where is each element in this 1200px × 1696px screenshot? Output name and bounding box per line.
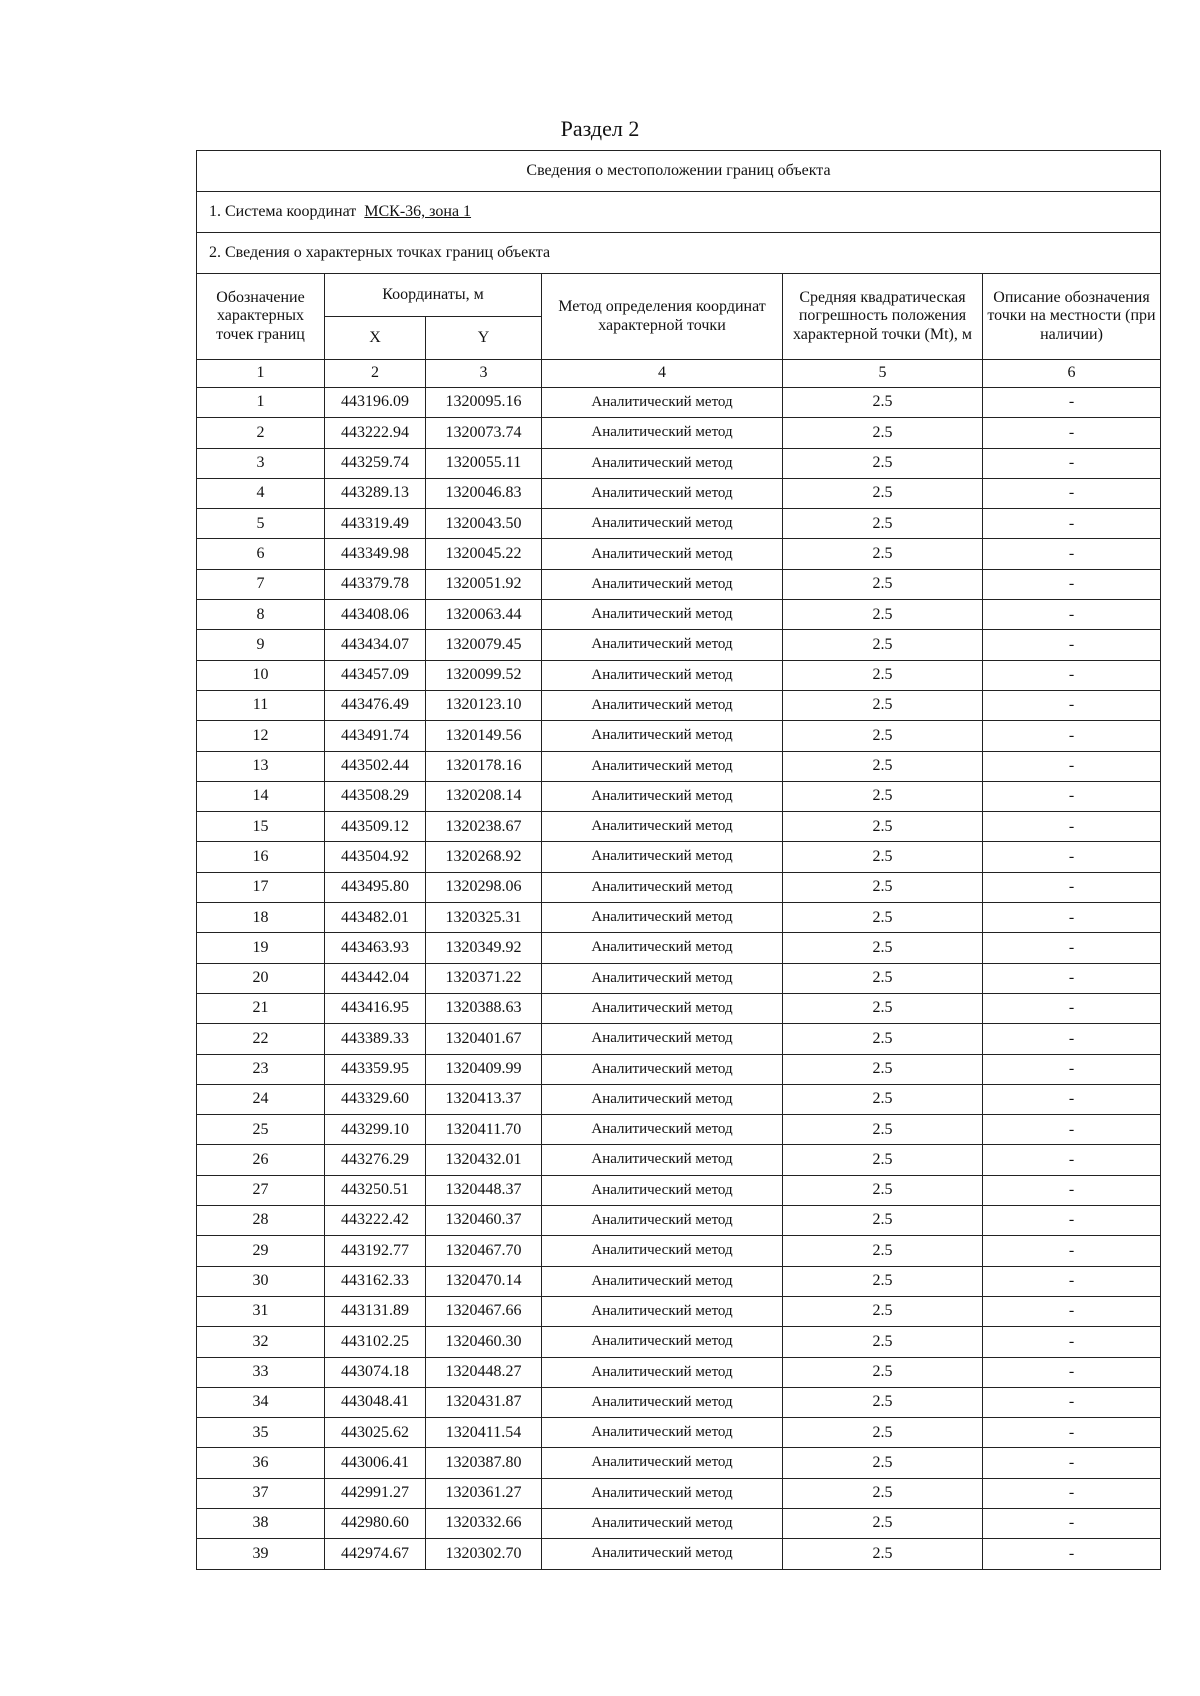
column-number: 4 bbox=[542, 360, 783, 388]
method-cell: Аналитический метод bbox=[542, 872, 783, 902]
error-cell: 2.5 bbox=[783, 721, 983, 751]
point-number-cell: 13 bbox=[197, 751, 325, 781]
description-cell: - bbox=[983, 690, 1161, 720]
x-coordinate-cell: 443162.33 bbox=[325, 1266, 426, 1296]
y-coordinate-cell: 1320411.70 bbox=[426, 1115, 542, 1145]
description-cell: - bbox=[983, 903, 1161, 933]
method-cell: Аналитический метод bbox=[542, 903, 783, 933]
error-cell: 2.5 bbox=[783, 418, 983, 448]
table-row bbox=[197, 1266, 1161, 1296]
y-coordinate-cell: 1320268.92 bbox=[426, 842, 542, 872]
error-cell: 2.5 bbox=[783, 1448, 983, 1478]
point-number-cell: 7 bbox=[197, 569, 325, 599]
point-number-cell: 1 bbox=[197, 388, 325, 418]
method-cell: Аналитический метод bbox=[542, 1024, 783, 1054]
description-cell: - bbox=[983, 1236, 1161, 1266]
point-number-cell: 34 bbox=[197, 1387, 325, 1417]
description-cell: - bbox=[983, 660, 1161, 690]
description-cell: - bbox=[983, 1539, 1161, 1569]
table-row bbox=[197, 569, 1161, 599]
x-coordinate-cell: 443416.95 bbox=[325, 993, 426, 1023]
x-coordinate-cell: 443289.13 bbox=[325, 478, 426, 508]
x-coordinate-cell: 443299.10 bbox=[325, 1115, 426, 1145]
method-cell: Аналитический метод bbox=[542, 690, 783, 720]
error-cell: 2.5 bbox=[783, 630, 983, 660]
point-number-cell: 15 bbox=[197, 812, 325, 842]
table-title: Сведения о местоположении границ объекта bbox=[197, 151, 1161, 192]
x-coordinate-cell: 443504.92 bbox=[325, 842, 426, 872]
error-cell: 2.5 bbox=[783, 812, 983, 842]
error-cell: 2.5 bbox=[783, 1539, 983, 1569]
table-row bbox=[197, 1145, 1161, 1175]
point-number-cell: 22 bbox=[197, 1024, 325, 1054]
method-cell: Аналитический метод bbox=[542, 1296, 783, 1326]
section-title: Раздел 2 bbox=[560, 116, 640, 141]
table-row bbox=[197, 388, 1161, 418]
method-cell: Аналитический метод bbox=[542, 418, 783, 448]
y-coordinate-cell: 1320460.37 bbox=[426, 1206, 542, 1236]
y-coordinate-cell: 1320432.01 bbox=[426, 1145, 542, 1175]
error-cell: 2.5 bbox=[783, 872, 983, 902]
table-row bbox=[197, 509, 1161, 539]
y-coordinate-cell: 1320123.10 bbox=[426, 690, 542, 720]
description-cell: - bbox=[983, 1327, 1161, 1357]
method-cell: Аналитический метод bbox=[542, 509, 783, 539]
description-cell: - bbox=[983, 933, 1161, 963]
y-coordinate-cell: 1320470.14 bbox=[426, 1266, 542, 1296]
point-number-cell: 21 bbox=[197, 993, 325, 1023]
point-number-cell: 24 bbox=[197, 1084, 325, 1114]
error-cell: 2.5 bbox=[783, 993, 983, 1023]
y-coordinate-cell: 1320079.45 bbox=[426, 630, 542, 660]
table-row bbox=[197, 993, 1161, 1023]
x-coordinate-cell: 442974.67 bbox=[325, 1539, 426, 1569]
y-coordinate-cell: 1320431.87 bbox=[426, 1387, 542, 1417]
description-cell: - bbox=[983, 539, 1161, 569]
description-cell: - bbox=[983, 630, 1161, 660]
table-row bbox=[197, 933, 1161, 963]
y-coordinate-cell: 1320332.66 bbox=[426, 1508, 542, 1538]
error-cell: 2.5 bbox=[783, 1084, 983, 1114]
coordinate-system-row bbox=[197, 192, 1161, 233]
error-cell: 2.5 bbox=[783, 1387, 983, 1417]
table-row bbox=[197, 872, 1161, 902]
method-cell: Аналитический метод bbox=[542, 660, 783, 690]
description-cell: - bbox=[983, 1084, 1161, 1114]
y-coordinate-cell: 1320099.52 bbox=[426, 660, 542, 690]
table-row bbox=[197, 1206, 1161, 1236]
y-coordinate-cell: 1320467.66 bbox=[426, 1296, 542, 1326]
error-cell: 2.5 bbox=[783, 448, 983, 478]
coordinate-system-label: 1. Система координат bbox=[209, 202, 357, 220]
method-cell: Аналитический метод bbox=[542, 1054, 783, 1084]
description-cell: - bbox=[983, 1296, 1161, 1326]
error-cell: 2.5 bbox=[783, 933, 983, 963]
y-coordinate-cell: 1320448.27 bbox=[426, 1357, 542, 1387]
column-number: 3 bbox=[426, 360, 542, 388]
method-cell: Аналитический метод bbox=[542, 1084, 783, 1114]
point-number-cell: 17 bbox=[197, 872, 325, 902]
header-designation: Обозначение характерных точек границ bbox=[197, 274, 325, 360]
y-coordinate-cell: 1320302.70 bbox=[426, 1539, 542, 1569]
x-coordinate-cell: 443508.29 bbox=[325, 781, 426, 811]
point-number-cell: 10 bbox=[197, 660, 325, 690]
coordinate-system-value: МСК-36, зона 1 bbox=[364, 202, 472, 220]
description-cell: - bbox=[983, 1145, 1161, 1175]
y-coordinate-cell: 1320411.54 bbox=[426, 1418, 542, 1448]
point-number-cell: 6 bbox=[197, 539, 325, 569]
method-cell: Аналитический метод bbox=[542, 569, 783, 599]
description-cell: - bbox=[983, 781, 1161, 811]
table-row bbox=[197, 1054, 1161, 1084]
description-cell: - bbox=[983, 993, 1161, 1023]
point-number-cell: 9 bbox=[197, 630, 325, 660]
x-coordinate-cell: 443359.95 bbox=[325, 1054, 426, 1084]
description-cell: - bbox=[983, 751, 1161, 781]
point-number-cell: 3 bbox=[197, 448, 325, 478]
x-coordinate-cell: 443349.98 bbox=[325, 539, 426, 569]
method-cell: Аналитический метод bbox=[542, 751, 783, 781]
point-number-cell: 18 bbox=[197, 903, 325, 933]
method-cell: Аналитический метод bbox=[542, 963, 783, 993]
header-error: Средняя квадратическая погрешность положения характерной точки (Mt), м bbox=[783, 274, 983, 360]
table-row bbox=[197, 660, 1161, 690]
method-cell: Аналитический метод bbox=[542, 1448, 783, 1478]
point-number-cell: 25 bbox=[197, 1115, 325, 1145]
error-cell: 2.5 bbox=[783, 1175, 983, 1205]
error-cell: 2.5 bbox=[783, 660, 983, 690]
table-row bbox=[197, 1387, 1161, 1417]
table-row bbox=[197, 1357, 1161, 1387]
method-cell: Аналитический метод bbox=[542, 1327, 783, 1357]
column-number: 5 bbox=[783, 360, 983, 388]
x-coordinate-cell: 443276.29 bbox=[325, 1145, 426, 1175]
y-coordinate-cell: 1320467.70 bbox=[426, 1236, 542, 1266]
table-row bbox=[197, 418, 1161, 448]
points-section-title: 2. Сведения о характерных точках границ объекта bbox=[197, 233, 1161, 274]
error-cell: 2.5 bbox=[783, 1024, 983, 1054]
header-description: Описание обозначения точки на местности (при наличии) bbox=[983, 274, 1161, 360]
x-coordinate-cell: 443074.18 bbox=[325, 1357, 426, 1387]
method-cell: Аналитический метод bbox=[542, 478, 783, 508]
y-coordinate-cell: 1320371.22 bbox=[426, 963, 542, 993]
description-cell: - bbox=[983, 1054, 1161, 1084]
table-row bbox=[197, 1539, 1161, 1569]
description-cell: - bbox=[983, 509, 1161, 539]
description-cell: - bbox=[983, 1478, 1161, 1508]
description-cell: - bbox=[983, 812, 1161, 842]
point-number-cell: 4 bbox=[197, 478, 325, 508]
x-coordinate-cell: 443491.74 bbox=[325, 721, 426, 751]
table-row bbox=[197, 1327, 1161, 1357]
x-coordinate-cell: 443329.60 bbox=[325, 1084, 426, 1114]
description-cell: - bbox=[983, 418, 1161, 448]
method-cell: Аналитический метод bbox=[542, 721, 783, 751]
error-cell: 2.5 bbox=[783, 388, 983, 418]
point-number-cell: 5 bbox=[197, 509, 325, 539]
table-row bbox=[197, 1296, 1161, 1326]
error-cell: 2.5 bbox=[783, 1266, 983, 1296]
x-coordinate-cell: 443196.09 bbox=[325, 388, 426, 418]
x-coordinate-cell: 443434.07 bbox=[325, 630, 426, 660]
error-cell: 2.5 bbox=[783, 600, 983, 630]
point-number-cell: 19 bbox=[197, 933, 325, 963]
error-cell: 2.5 bbox=[783, 781, 983, 811]
method-cell: Аналитический метод bbox=[542, 1145, 783, 1175]
x-coordinate-cell: 443102.25 bbox=[325, 1327, 426, 1357]
method-cell: Аналитический метод bbox=[542, 933, 783, 963]
x-coordinate-cell: 443222.42 bbox=[325, 1206, 426, 1236]
x-coordinate-cell: 443495.80 bbox=[325, 872, 426, 902]
method-cell: Аналитический метод bbox=[542, 1115, 783, 1145]
description-cell: - bbox=[983, 1387, 1161, 1417]
point-number-cell: 39 bbox=[197, 1539, 325, 1569]
y-coordinate-cell: 1320063.44 bbox=[426, 600, 542, 630]
point-number-cell: 30 bbox=[197, 1266, 325, 1296]
column-number: 1 bbox=[197, 360, 325, 388]
y-coordinate-cell: 1320361.27 bbox=[426, 1478, 542, 1508]
description-cell: - bbox=[983, 1175, 1161, 1205]
y-coordinate-cell: 1320401.67 bbox=[426, 1024, 542, 1054]
point-number-cell: 33 bbox=[197, 1357, 325, 1387]
error-cell: 2.5 bbox=[783, 478, 983, 508]
x-coordinate-cell: 443463.93 bbox=[325, 933, 426, 963]
description-cell: - bbox=[983, 1508, 1161, 1538]
x-coordinate-cell: 443408.06 bbox=[325, 600, 426, 630]
point-number-cell: 38 bbox=[197, 1508, 325, 1538]
y-coordinate-cell: 1320387.80 bbox=[426, 1448, 542, 1478]
x-coordinate-cell: 443025.62 bbox=[325, 1418, 426, 1448]
boundary-points-table bbox=[196, 150, 1161, 1570]
point-number-cell: 23 bbox=[197, 1054, 325, 1084]
y-coordinate-cell: 1320409.99 bbox=[426, 1054, 542, 1084]
x-coordinate-cell: 443389.33 bbox=[325, 1024, 426, 1054]
table-row bbox=[197, 600, 1161, 630]
description-cell: - bbox=[983, 842, 1161, 872]
table-row bbox=[197, 751, 1161, 781]
method-cell: Аналитический метод bbox=[542, 781, 783, 811]
error-cell: 2.5 bbox=[783, 751, 983, 781]
point-number-cell: 37 bbox=[197, 1478, 325, 1508]
x-coordinate-cell: 443319.49 bbox=[325, 509, 426, 539]
error-cell: 2.5 bbox=[783, 903, 983, 933]
error-cell: 2.5 bbox=[783, 690, 983, 720]
description-cell: - bbox=[983, 1115, 1161, 1145]
description-cell: - bbox=[983, 1266, 1161, 1296]
error-cell: 2.5 bbox=[783, 1236, 983, 1266]
error-cell: 2.5 bbox=[783, 963, 983, 993]
table-row bbox=[197, 448, 1161, 478]
description-cell: - bbox=[983, 1024, 1161, 1054]
description-cell: - bbox=[983, 1448, 1161, 1478]
method-cell: Аналитический метод bbox=[542, 1478, 783, 1508]
method-cell: Аналитический метод bbox=[542, 388, 783, 418]
y-coordinate-cell: 1320043.50 bbox=[426, 509, 542, 539]
error-cell: 2.5 bbox=[783, 1418, 983, 1448]
method-cell: Аналитический метод bbox=[542, 1175, 783, 1205]
description-cell: - bbox=[983, 1206, 1161, 1236]
table-row bbox=[197, 1236, 1161, 1266]
method-cell: Аналитический метод bbox=[542, 1387, 783, 1417]
method-cell: Аналитический метод bbox=[542, 448, 783, 478]
description-cell: - bbox=[983, 1418, 1161, 1448]
y-coordinate-cell: 1320046.83 bbox=[426, 478, 542, 508]
y-coordinate-cell: 1320325.31 bbox=[426, 903, 542, 933]
method-cell: Аналитический метод bbox=[542, 539, 783, 569]
point-number-cell: 20 bbox=[197, 963, 325, 993]
table-row bbox=[197, 1508, 1161, 1538]
table-row bbox=[197, 630, 1161, 660]
error-cell: 2.5 bbox=[783, 1296, 983, 1326]
table-row bbox=[197, 539, 1161, 569]
table-row bbox=[197, 963, 1161, 993]
point-number-cell: 31 bbox=[197, 1296, 325, 1326]
table-row bbox=[197, 812, 1161, 842]
column-numbers-row bbox=[197, 360, 1161, 388]
header-y: Y bbox=[426, 317, 542, 360]
error-cell: 2.5 bbox=[783, 539, 983, 569]
table-row bbox=[197, 1084, 1161, 1114]
x-coordinate-cell: 443482.01 bbox=[325, 903, 426, 933]
description-cell: - bbox=[983, 388, 1161, 418]
point-number-cell: 2 bbox=[197, 418, 325, 448]
description-cell: - bbox=[983, 569, 1161, 599]
y-coordinate-cell: 1320178.16 bbox=[426, 751, 542, 781]
y-coordinate-cell: 1320238.67 bbox=[426, 812, 542, 842]
point-number-cell: 11 bbox=[197, 690, 325, 720]
point-number-cell: 14 bbox=[197, 781, 325, 811]
description-cell: - bbox=[983, 448, 1161, 478]
y-coordinate-cell: 1320208.14 bbox=[426, 781, 542, 811]
x-coordinate-cell: 443457.09 bbox=[325, 660, 426, 690]
y-coordinate-cell: 1320413.37 bbox=[426, 1084, 542, 1114]
method-cell: Аналитический метод bbox=[542, 1266, 783, 1296]
point-number-cell: 27 bbox=[197, 1175, 325, 1205]
x-coordinate-cell: 443509.12 bbox=[325, 812, 426, 842]
description-cell: - bbox=[983, 721, 1161, 751]
x-coordinate-cell: 443259.74 bbox=[325, 448, 426, 478]
table-row bbox=[197, 1024, 1161, 1054]
error-cell: 2.5 bbox=[783, 1115, 983, 1145]
method-cell: Аналитический метод bbox=[542, 1418, 783, 1448]
x-coordinate-cell: 443222.94 bbox=[325, 418, 426, 448]
table-row bbox=[197, 903, 1161, 933]
x-coordinate-cell: 442980.60 bbox=[325, 1508, 426, 1538]
description-cell: - bbox=[983, 1357, 1161, 1387]
description-cell: - bbox=[983, 478, 1161, 508]
error-cell: 2.5 bbox=[783, 1145, 983, 1175]
table-row bbox=[197, 842, 1161, 872]
x-coordinate-cell: 443048.41 bbox=[325, 1387, 426, 1417]
x-coordinate-cell: 443250.51 bbox=[325, 1175, 426, 1205]
point-number-cell: 32 bbox=[197, 1327, 325, 1357]
table-row bbox=[197, 721, 1161, 751]
error-cell: 2.5 bbox=[783, 1327, 983, 1357]
x-coordinate-cell: 443131.89 bbox=[325, 1296, 426, 1326]
y-coordinate-cell: 1320055.11 bbox=[426, 448, 542, 478]
table-row bbox=[197, 1175, 1161, 1205]
x-coordinate-cell: 443379.78 bbox=[325, 569, 426, 599]
y-coordinate-cell: 1320073.74 bbox=[426, 418, 542, 448]
method-cell: Аналитический метод bbox=[542, 993, 783, 1023]
error-cell: 2.5 bbox=[783, 1206, 983, 1236]
method-cell: Аналитический метод bbox=[542, 1357, 783, 1387]
method-cell: Аналитический метод bbox=[542, 1539, 783, 1569]
point-number-cell: 8 bbox=[197, 600, 325, 630]
error-cell: 2.5 bbox=[783, 1357, 983, 1387]
table-row bbox=[197, 478, 1161, 508]
x-coordinate-cell: 442991.27 bbox=[325, 1478, 426, 1508]
y-coordinate-cell: 1320448.37 bbox=[426, 1175, 542, 1205]
y-coordinate-cell: 1320298.06 bbox=[426, 872, 542, 902]
method-cell: Аналитический метод bbox=[542, 1236, 783, 1266]
table-row bbox=[197, 690, 1161, 720]
point-number-cell: 29 bbox=[197, 1236, 325, 1266]
table-row bbox=[197, 781, 1161, 811]
header-x: X bbox=[325, 317, 426, 360]
x-coordinate-cell: 443502.44 bbox=[325, 751, 426, 781]
description-cell: - bbox=[983, 963, 1161, 993]
y-coordinate-cell: 1320051.92 bbox=[426, 569, 542, 599]
method-cell: Аналитический метод bbox=[542, 1206, 783, 1236]
table-row bbox=[197, 1418, 1161, 1448]
x-coordinate-cell: 443006.41 bbox=[325, 1448, 426, 1478]
point-number-cell: 16 bbox=[197, 842, 325, 872]
column-number: 2 bbox=[325, 360, 426, 388]
x-coordinate-cell: 443192.77 bbox=[325, 1236, 426, 1266]
error-cell: 2.5 bbox=[783, 1478, 983, 1508]
y-coordinate-cell: 1320388.63 bbox=[426, 993, 542, 1023]
error-cell: 2.5 bbox=[783, 509, 983, 539]
y-coordinate-cell: 1320045.22 bbox=[426, 539, 542, 569]
method-cell: Аналитический метод bbox=[542, 1508, 783, 1538]
error-cell: 2.5 bbox=[783, 1054, 983, 1084]
point-number-cell: 26 bbox=[197, 1145, 325, 1175]
method-cell: Аналитический метод bbox=[542, 600, 783, 630]
header-method: Метод определения координат характерной точки bbox=[542, 274, 783, 360]
table-row bbox=[197, 1448, 1161, 1478]
description-cell: - bbox=[983, 600, 1161, 630]
header-coordinates: Координаты, м bbox=[325, 274, 542, 317]
x-coordinate-cell: 443442.04 bbox=[325, 963, 426, 993]
method-cell: Аналитический метод bbox=[542, 842, 783, 872]
point-number-cell: 36 bbox=[197, 1448, 325, 1478]
y-coordinate-cell: 1320349.92 bbox=[426, 933, 542, 963]
point-number-cell: 35 bbox=[197, 1418, 325, 1448]
error-cell: 2.5 bbox=[783, 569, 983, 599]
method-cell: Аналитический метод bbox=[542, 630, 783, 660]
y-coordinate-cell: 1320460.30 bbox=[426, 1327, 542, 1357]
point-number-cell: 12 bbox=[197, 721, 325, 751]
table-row bbox=[197, 1478, 1161, 1508]
y-coordinate-cell: 1320149.56 bbox=[426, 721, 542, 751]
error-cell: 2.5 bbox=[783, 1508, 983, 1538]
y-coordinate-cell: 1320095.16 bbox=[426, 388, 542, 418]
column-number: 6 bbox=[983, 360, 1161, 388]
x-coordinate-cell: 443476.49 bbox=[325, 690, 426, 720]
point-number-cell: 28 bbox=[197, 1206, 325, 1236]
description-cell: - bbox=[983, 872, 1161, 902]
error-cell: 2.5 bbox=[783, 842, 983, 872]
method-cell: Аналитический метод bbox=[542, 812, 783, 842]
table-row bbox=[197, 1115, 1161, 1145]
